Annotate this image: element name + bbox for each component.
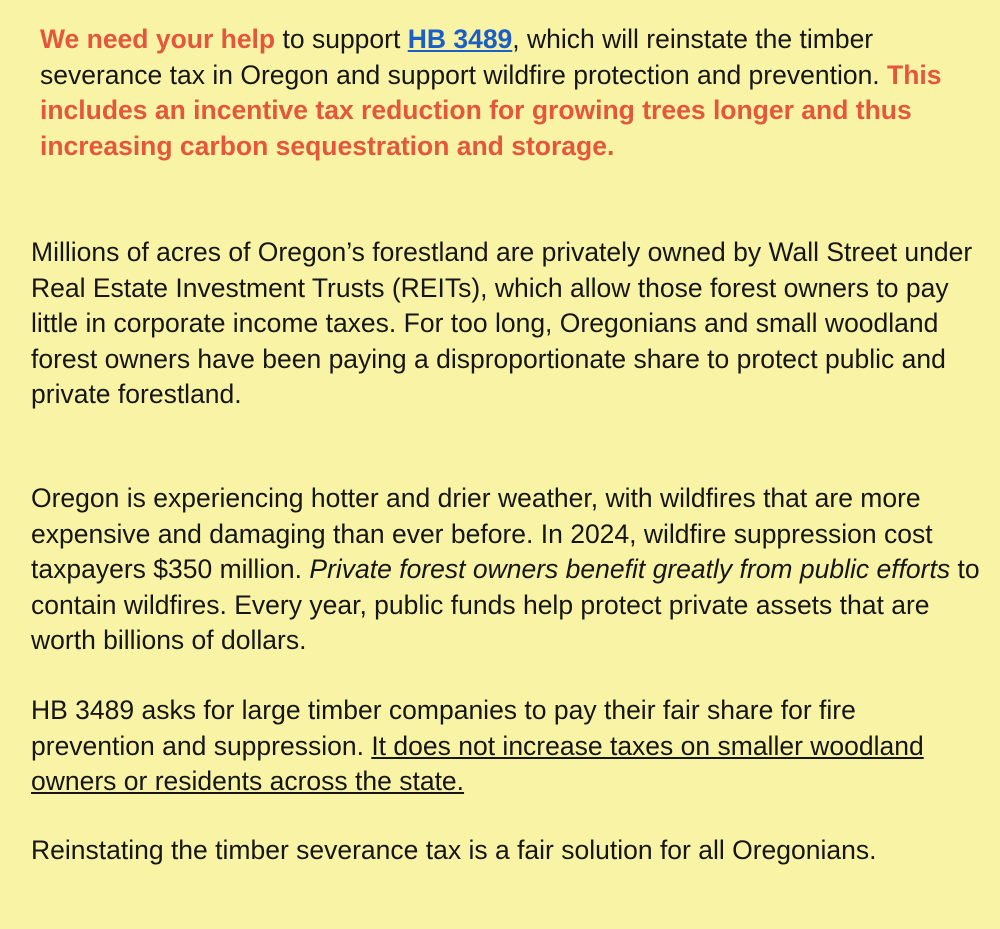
fair-share-paragraph	[31, 693, 986, 800]
no-tax-increase-underline: It does not increase taxes on smaller woodland owners or residents across the state.	[31, 730, 924, 797]
private-benefit-italic: Private forest owners benefit greatly from public efforts	[309, 554, 951, 585]
intro-paragraph	[40, 22, 970, 164]
intro-text-a: to support	[275, 24, 408, 54]
help-callout: We need your help	[40, 24, 276, 54]
reit-paragraph: Millions of acres of Oregon’s forestland are privately owned by Wall Street under Real Estate Investment Trusts (REITs), which allow those forest owners to pay little in corporate income taxes. For too long, Oregonians and small woodland forest owners have been paying a disproportionate share to protect public and private forestland.	[31, 237, 973, 410]
wildfire-text-a: Oregon is experiencing hotter and drier weather, with wildfires that are more expensive and damaging than ever before. In 2024, wildfire suppression cost taxpayers $350 million.	[31, 483, 933, 585]
wildfire-text-b: to contain wildfires. Every year, public funds help protect private assets that are worth billions of dollars.	[31, 554, 980, 656]
conclusion-paragraph: Reinstating the timber severance tax is a fair solution for all Oregonians.	[31, 835, 877, 865]
intro-text-b: , which will reinstate the timber severance tax in Oregon and support wildfire protection and prevention.	[40, 24, 888, 90]
wildfire-paragraph	[31, 481, 986, 659]
incentive-highlight: This includes an incentive tax reduction for growing trees longer and thus increasing carbon sequestration and storage.	[40, 59, 942, 161]
bill-link[interactable]: HB 3489	[407, 24, 513, 54]
fair-share-text: HB 3489 asks for large timber companies to pay their fair share for fire prevention and suppression.	[31, 695, 856, 761]
